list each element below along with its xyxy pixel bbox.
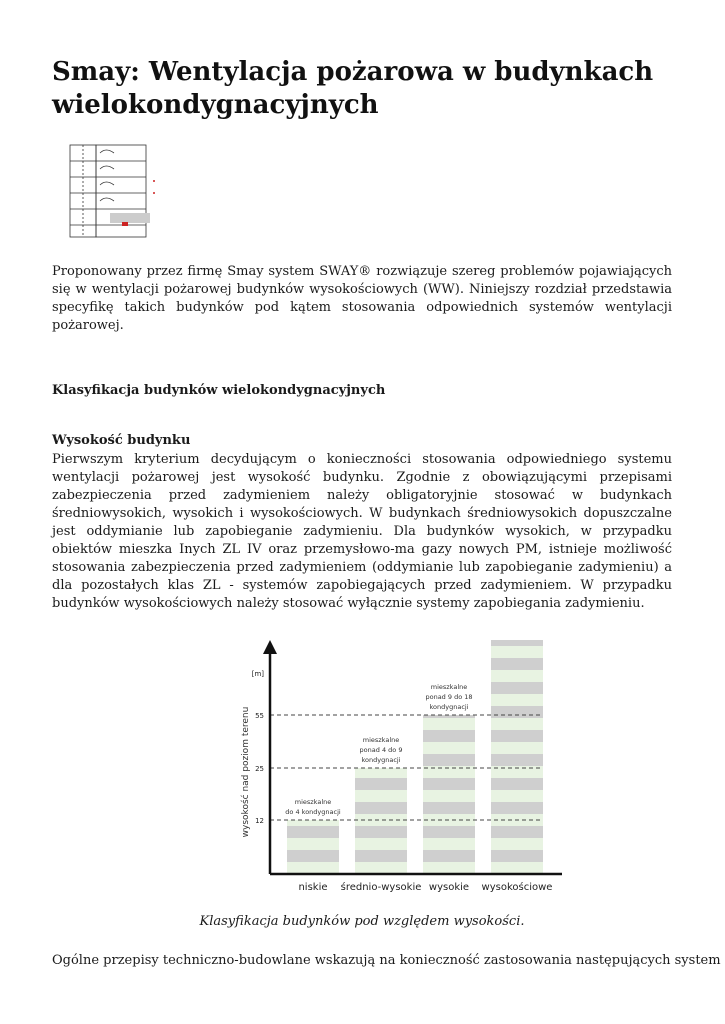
bar-wysokościowe bbox=[491, 640, 543, 874]
bar-wysokie bbox=[423, 715, 475, 874]
tick-label: 12 bbox=[255, 817, 264, 825]
y-axis-arrow bbox=[263, 640, 277, 654]
bar-annotation: do 4 kondygnacji bbox=[285, 808, 341, 816]
building-height-chart bbox=[182, 632, 553, 896]
tick-label: 25 bbox=[255, 765, 264, 773]
bar-annotation: ponad 9 do 18 bbox=[425, 693, 473, 701]
building-section-thumbnail bbox=[66, 143, 166, 239]
bar-annotation: ponad 4 do 9 bbox=[359, 746, 403, 754]
category-label: wysokościowe bbox=[481, 882, 553, 893]
bar-annotation: kondygnacji bbox=[361, 756, 401, 764]
section-heading: Klasyfikacja budynków wielokondygnacyjnych bbox=[52, 383, 386, 398]
bar-annotation: mieszkalne bbox=[362, 736, 400, 744]
bar-annotation: mieszkalne bbox=[294, 798, 332, 806]
body-paragraph: Pierwszym kryterium decydującym o konieczności stosowania odpowiedniego systemu wentylacji pożarowej jest wysokość budynku. Zgodnie z obowiązującymi przepisami zabezpieczenia przed zadymieniem należy obligatoryjnie stosować w budynkach średniowysokich, wysokich i wysokościowych. W budynkach średniowysokich dopuszczalne jest oddymianie lub zapobieganie zadymieniu. Dla budynków wysokich, w przypadku obiektów mieszka Inych ZL IV oraz przemysłowo-ma gazy nowych PM, istnieje możliwość stosowania zabezpieczenia przed zadymieniem (oddymianie lub zapobieganie zadymieniu) a dla pozostałych klas ZL - systemów zapobiegających przed zadymieniem. W przypadku budynków wysokościowych należy stosować wyłącznie systemy zapobiegania zadymieniu. bbox=[52, 452, 672, 611]
subsection-heading: Wysokość budynku bbox=[52, 433, 191, 448]
bar-annotation: mieszkalne bbox=[430, 683, 468, 691]
bar-annotation: kondygnacji bbox=[429, 703, 469, 711]
tick-label: 55 bbox=[255, 712, 264, 720]
unit-label: [m] bbox=[251, 670, 264, 678]
intro-paragraph: Proponowany przez firmę Smay system SWAY® rozwiązuje szereg problemów pojawiających się w wentylacji pożarowej budynków wysokościowych (WW). Niniejszy rozdział przedstawia specyfikę takich budynków pod kątem stosowania odpowiednich systemów wentylacji pożarowej. bbox=[52, 264, 672, 333]
bar-średnio-wysokie bbox=[355, 768, 407, 874]
category-label: wysokie bbox=[428, 882, 470, 893]
category-label: niskie bbox=[298, 882, 328, 893]
figure-caption: Klasyfikacja budynków pod względem wysokości. bbox=[199, 914, 525, 929]
closing-paragraph: Ogólne przepisy techniczno-budowlane wskazują na konieczność zastosowania następujących system bbox=[52, 953, 721, 968]
category-label: średnio-wysokie bbox=[340, 882, 422, 893]
bar-niskie bbox=[287, 820, 339, 874]
page-title: Smay: Wentylacja pożarowa w budynkach wielokondygnacyjnych bbox=[52, 57, 654, 120]
y-axis-label: wysokość nad poziom terenu bbox=[241, 706, 251, 838]
